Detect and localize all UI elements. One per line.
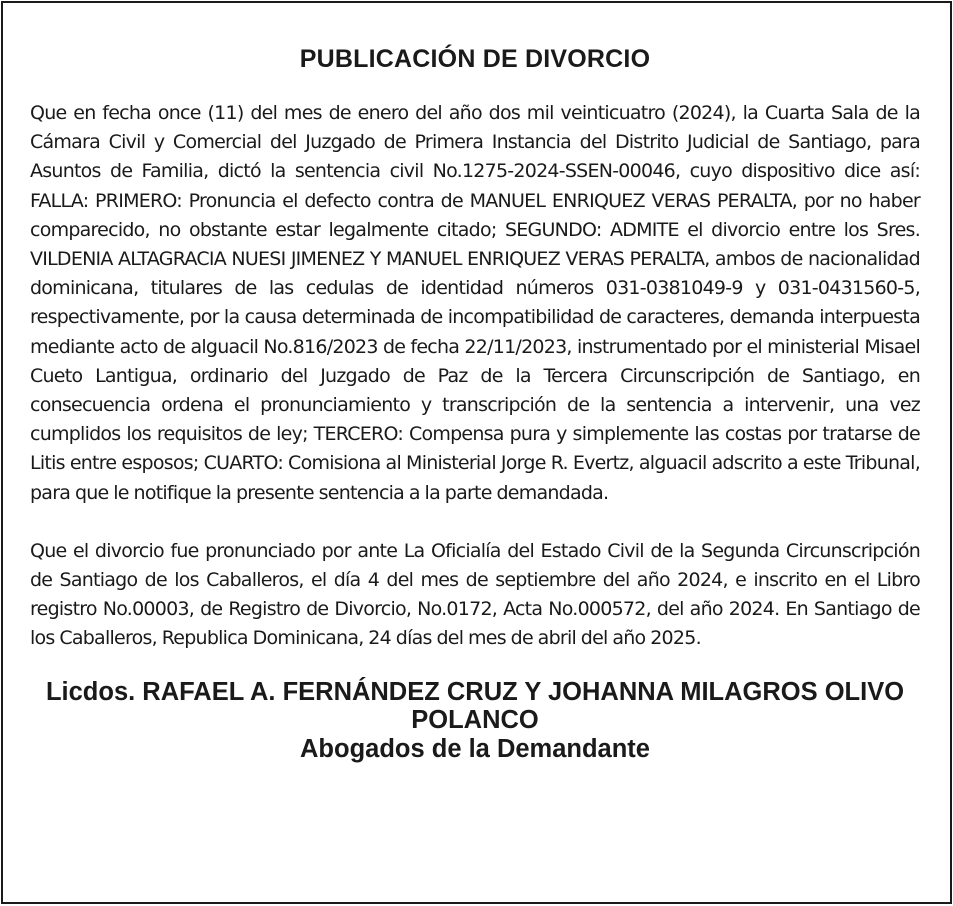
divorce-notice (1, 1, 952, 904)
signature-block (30, 678, 920, 764)
body-paragraph-ruling: Que en fecha once (11) del mes de enero del año dos mil veinticuatro (2024), la Cuarta Sala de la Cámara Civil y Comercial del Juzgado de Primera Instancia del Distrito Judicial de Santiago, para Asuntos de Familia, dictó la sentencia civil No.1275-2024-SSEN-00046, cuyo dispositivo dice así: FALLA: PRIMERO: Pronuncia el defecto contra de MANUEL ENRIQUEZ VERAS PERALTA, por no haber comparecido, no obstante estar legalmente citado; SEGUNDO: ADMITE el divorcio entre los Sres. VILDENIA ALTAGRACIA NUESI JIMENEZ Y MANUEL ENRIQUEZ VERAS PERALTA, ambos de nacionalidad dominicana, titulares de las cedulas de identidad números 031-0381049-9 y 031-0431560-5, respectivamente, por la causa determinada de incompatibilidad de caracteres, demanda interpuesta mediante acto de alguacil No.816/2023 de fecha 22/11/2023, instrumentado por el ministerial Misael Cueto Lantigua, ordinario del Juzgado de Paz de la Tercera Circunscripción de Santiago, en consecuencia ordena el pronunciamiento y transcripción de la sentencia a intervenir, una vez cumplidos los requisitos de ley; TERCERO: Compensa pura y simplemente las costas por tratarse de Litis entre esposos; CUARTO: Comisiona al Ministerial Jorge R. Evertz, alguacil adscrito a este Tribunal, para que le notifique la presente sentencia a la parte demandada. (30, 102, 920, 504)
body-paragraph-registration: Que el divorcio fue pronunciado por ante La Oficialía del Estado Civil de la Segunda Circunscripción de Santiago de los Caballeros, el día 4 del mes de septiembre del año 2024, e inscrito en el Libro registro No.00003, de Registro de Divorcio, No.0172, Acta No.000572, del año 2024. En Santiago de los Caballeros, Republica Dominicana, 24 días del mes de abril del año 2025. (30, 539, 920, 650)
notice-title: PUBLICACIÓN DE DIVORCIO (299, 45, 651, 73)
signature-names: Licdos. RAFAEL A. FERNÁNDEZ CRUZ Y JOHANNA MILAGROS OLIVO POLANCO (45, 677, 905, 735)
signature-role: Abogados de la Demandante (300, 734, 650, 763)
